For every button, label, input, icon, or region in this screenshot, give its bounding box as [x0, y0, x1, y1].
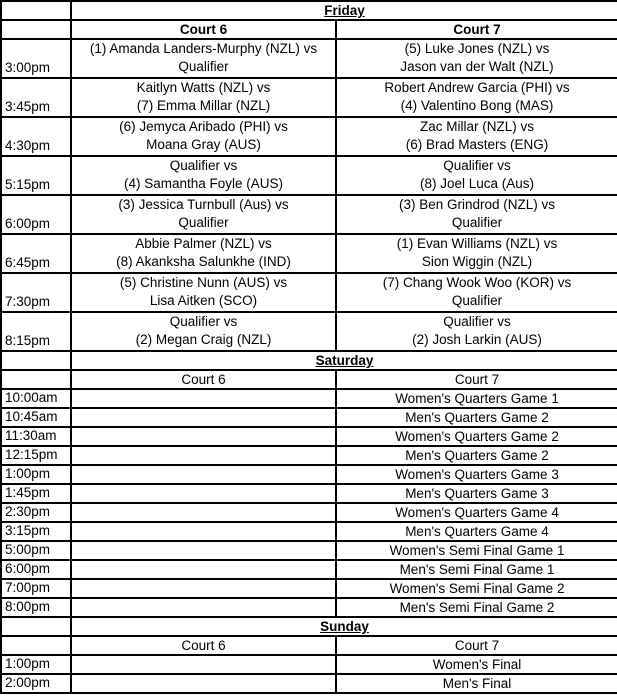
court7-header-friday: Court 7: [336, 20, 617, 39]
match-line: Jason van der Walt (NZL): [400, 59, 554, 74]
day-header-sunday: [71, 617, 617, 636]
schedule-row: [1, 446, 617, 465]
court6-cell: [71, 484, 336, 503]
court6-cell: [71, 446, 336, 465]
match-line: (5) Luke Jones (NZL) vs: [404, 41, 550, 56]
schedule-row: [1, 427, 617, 446]
court7-cell: Men's Semi Final Game 2: [336, 598, 617, 617]
schedule-row: [1, 117, 617, 156]
match-line: (3) Ben Grindrod (NZL) vs: [398, 197, 556, 212]
day-label-friday: Friday: [324, 3, 365, 18]
time-cell: 2:00pm: [1, 674, 71, 693]
match-line: Qualifier: [178, 59, 229, 74]
day-header-saturday: [71, 351, 617, 370]
court7-cell: [336, 195, 617, 234]
time-cell: 6:45pm: [1, 234, 71, 273]
day-header-row-saturday: [1, 351, 617, 370]
match-line: (5) Christine Nunn (AUS) vs: [119, 275, 288, 290]
court6-cell: [71, 427, 336, 446]
match-line: Qualifier: [451, 293, 503, 308]
match-line: (4) Samantha Foyle (AUS): [123, 176, 284, 191]
schedule-row: [1, 579, 617, 598]
time-cell: 5:15pm: [1, 156, 71, 195]
court6-cell: [71, 117, 336, 156]
court6-cell: [71, 674, 336, 693]
court-header-row-friday: [1, 20, 617, 39]
court6-cell: [71, 78, 336, 117]
court-header-row-sunday: [1, 636, 617, 655]
time-cell: 6:00pm: [1, 560, 71, 579]
day-header-friday: [71, 1, 617, 20]
match-line: Qualifier: [178, 215, 229, 230]
court7-header-sunday: Court 7: [336, 636, 617, 655]
match-line: Qualifier vs: [169, 314, 238, 329]
schedule-row: [1, 39, 617, 78]
time-spacer-cell: [1, 20, 71, 39]
schedule-row: [1, 195, 617, 234]
match-line: (8) Joel Luca (Aus): [419, 176, 535, 191]
court6-cell: [71, 389, 336, 408]
time-cell: 3:45pm: [1, 78, 71, 117]
day-header-row-sunday: [1, 617, 617, 636]
court7-cell: [336, 78, 617, 117]
court7-cell: [336, 312, 617, 351]
court7-cell: Women's Quarters Game 3: [336, 465, 617, 484]
court7-cell: Men's Final: [336, 674, 617, 693]
court6-cell: [71, 560, 336, 579]
court6-cell: [71, 39, 336, 78]
match-line: Qualifier vs: [443, 314, 511, 329]
court7-cell: Women's Semi Final Game 1: [336, 541, 617, 560]
match-line: Qualifier: [451, 215, 503, 230]
match-line: (1) Evan Williams (NZL) vs: [396, 236, 558, 251]
court6-cell: [71, 541, 336, 560]
court7-cell: Men's Quarters Game 2: [336, 446, 617, 465]
court6-cell: [71, 655, 336, 674]
schedule-row: [1, 234, 617, 273]
court6-cell: [71, 503, 336, 522]
match-line: (8) Akanksha Salunkhe (IND): [116, 254, 291, 269]
time-spacer-cell: [1, 1, 71, 20]
court7-cell: Men's Quarters Game 4: [336, 522, 617, 541]
court6-cell: [71, 234, 336, 273]
match-line: (6) Brad Masters (ENG): [405, 137, 549, 152]
court6-cell: [71, 273, 336, 312]
day-label-saturday: Saturday: [315, 353, 374, 368]
schedule-row: [1, 541, 617, 560]
schedule-row: [1, 503, 617, 522]
court7-cell: [336, 39, 617, 78]
match-line: (7) Emma Millar (NZL): [136, 98, 271, 113]
day-label-sunday: Sunday: [320, 619, 369, 634]
time-cell: 5:00pm: [1, 541, 71, 560]
court6-cell: [71, 579, 336, 598]
time-cell: 3:00pm: [1, 39, 71, 78]
court6-cell: [71, 598, 336, 617]
match-line: Zac Millar (NZL) vs: [420, 119, 534, 134]
match-line: Lisa Aitken (SCO): [149, 293, 258, 308]
match-line: (2) Josh Larkin (AUS): [412, 332, 542, 347]
court6-cell: [71, 522, 336, 541]
time-cell: 3:15pm: [1, 522, 71, 541]
schedule-row: [1, 312, 617, 351]
schedule-row: [1, 484, 617, 503]
schedule-row: [1, 273, 617, 312]
match-line: Sion Wiggin (NZL): [421, 254, 533, 269]
court7-header-saturday: Court 7: [336, 370, 617, 389]
court7-cell: Women's Semi Final Game 2: [336, 579, 617, 598]
time-spacer-cell: [1, 351, 71, 370]
match-line: (7) Chang Wook Woo (KOR) vs: [382, 275, 572, 290]
court7-cell: Men's Quarters Game 2: [336, 408, 617, 427]
schedule-row: [1, 674, 617, 693]
court7-cell: Women's Quarters Game 4: [336, 503, 617, 522]
court6-cell: [71, 312, 336, 351]
time-spacer-cell: [1, 617, 71, 636]
match-line: (6) Jemyca Aribado (PHI) vs: [119, 119, 288, 134]
day-header-row-friday: [1, 1, 617, 20]
time-cell: 8:00pm: [1, 598, 71, 617]
time-cell: 1:00pm: [1, 655, 71, 674]
time-cell: 6:00pm: [1, 195, 71, 234]
match-line: (4) Valentino Bong (MAS): [400, 98, 554, 113]
court6-cell: [71, 465, 336, 484]
court7-cell: [336, 234, 617, 273]
schedule-row: [1, 598, 617, 617]
match-line: Abbie Palmer (NZL) vs: [135, 236, 272, 251]
court7-cell: [336, 156, 617, 195]
schedule-body: [1, 1, 617, 693]
court7-cell: Men's Quarters Game 3: [336, 484, 617, 503]
time-cell: 1:00pm: [1, 465, 71, 484]
schedule-row: [1, 465, 617, 484]
time-cell: 7:00pm: [1, 579, 71, 598]
court6-cell: [71, 195, 336, 234]
court7-cell: [336, 273, 617, 312]
court7-cell: [336, 117, 617, 156]
court6-header-friday: Court 6: [71, 20, 336, 39]
court6-cell: [71, 408, 336, 427]
schedule-row: [1, 560, 617, 579]
court7-cell: Women's Quarters Game 2: [336, 427, 617, 446]
schedule-row: [1, 156, 617, 195]
time-cell: 10:45am: [1, 408, 71, 427]
time-cell: 11:30am: [1, 427, 71, 446]
match-line: (1) Amanda Landers-Murphy (NZL) vs: [89, 41, 318, 56]
time-cell: 2:30pm: [1, 503, 71, 522]
time-spacer-cell: [1, 370, 71, 389]
schedule-row: [1, 522, 617, 541]
match-line: Moana Gray (AUS): [146, 137, 261, 152]
court6-cell: [71, 156, 336, 195]
schedule-row: [1, 389, 617, 408]
match-line: (3) Jessica Turnbull (Aus) vs: [118, 197, 289, 212]
court7-cell: Women's Final: [336, 655, 617, 674]
time-cell: 8:15pm: [1, 312, 71, 351]
time-cell: 12:15pm: [1, 446, 71, 465]
court7-cell: Women's Quarters Game 1: [336, 389, 617, 408]
match-line: Kaitlyn Watts (NZL) vs: [136, 80, 271, 95]
time-spacer-cell: [1, 636, 71, 655]
court7-cell: Men's Semi Final Game 1: [336, 560, 617, 579]
court-header-row-saturday: [1, 370, 617, 389]
time-cell: 4:30pm: [1, 117, 71, 156]
time-cell: 10:00am: [1, 389, 71, 408]
schedule-row: [1, 78, 617, 117]
court6-header-saturday: Court 6: [71, 370, 336, 389]
match-line: (2) Megan Craig (NZL): [135, 332, 272, 347]
time-cell: 1:45pm: [1, 484, 71, 503]
match-line: Robert Andrew Garcia (PHI) vs: [384, 80, 570, 95]
court6-header-sunday: Court 6: [71, 636, 336, 655]
match-line: Qualifier vs: [169, 158, 238, 173]
match-line: Qualifier vs: [443, 158, 511, 173]
schedule-row: [1, 655, 617, 674]
schedule-row: [1, 408, 617, 427]
time-cell: 7:30pm: [1, 273, 71, 312]
